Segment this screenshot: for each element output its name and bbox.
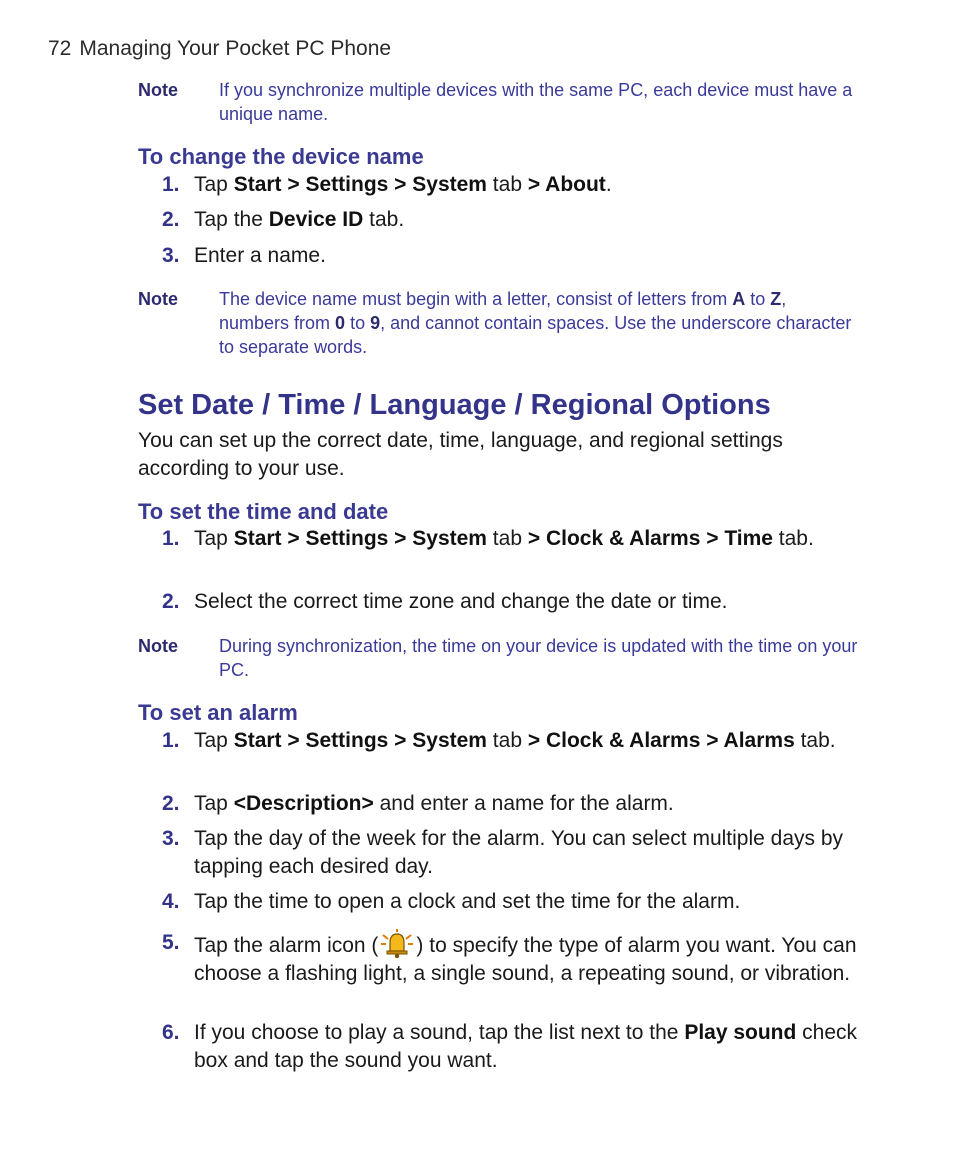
step-number: 5. bbox=[162, 931, 180, 954]
step-number: 3. bbox=[162, 244, 180, 267]
note-bold-part: 0 bbox=[335, 313, 346, 333]
note-text-part: , numbers from bbox=[219, 289, 787, 333]
step-item bbox=[162, 888, 862, 916]
step-number: 2. bbox=[162, 208, 180, 231]
step-item bbox=[162, 929, 862, 988]
step-text: Tap the day of the week for the alarm. You can select multiple days by tapping each desired day. bbox=[194, 827, 844, 878]
step-number: 1. bbox=[162, 527, 180, 550]
step-bold-part: Play sound bbox=[684, 1021, 797, 1044]
section-intro: You can set up the correct date, time, language, and regional settings according to your use. bbox=[138, 429, 783, 480]
step-text bbox=[194, 525, 862, 553]
note-text-part: , and cannot contain spaces. Use the underscore character to separate words. bbox=[219, 313, 852, 357]
step-text-part: check box and tap the sound you want. bbox=[194, 1021, 858, 1072]
step-number: 6. bbox=[162, 1021, 180, 1044]
step-item bbox=[162, 206, 862, 234]
step-bold-part: Start > Settings > System bbox=[233, 173, 487, 196]
step-text-part: and enter a name for the alarm. bbox=[373, 792, 674, 815]
step-bold-part: Start > Settings > System bbox=[233, 527, 487, 550]
step-number: 2. bbox=[162, 590, 180, 613]
step-text bbox=[194, 929, 862, 988]
step-text bbox=[194, 727, 862, 755]
step-text-part: tab bbox=[486, 173, 528, 196]
step-text-part: tab bbox=[486, 729, 528, 752]
step-item bbox=[162, 1019, 862, 1075]
step-item bbox=[162, 727, 862, 755]
step-text: Select the correct time zone and change the date or time. bbox=[194, 590, 728, 613]
note-device-name-rules bbox=[138, 287, 868, 359]
step-text bbox=[194, 171, 862, 199]
subheading-change-device-name: To change the device name bbox=[138, 144, 424, 169]
note-text: During synchronization, the time on your device is updated with the time on your PC. bbox=[219, 636, 858, 680]
step-item bbox=[162, 525, 862, 553]
step-text-part: tab. bbox=[772, 527, 814, 550]
step-text-part: Tap the bbox=[194, 208, 269, 231]
step-bold-part: > Clock & Alarms > Time bbox=[527, 527, 773, 550]
step-text-part: Tap bbox=[194, 792, 234, 815]
step-item bbox=[162, 242, 862, 270]
step-text-part: . bbox=[605, 173, 612, 196]
step-text-part: Tap bbox=[194, 173, 234, 196]
step-number: 1. bbox=[162, 729, 180, 752]
step-text-part: Tap bbox=[194, 729, 234, 752]
page-header bbox=[48, 37, 391, 61]
step-text-part: Tap the alarm icon ( bbox=[194, 934, 379, 957]
step-text-part: tab. bbox=[363, 208, 405, 231]
step-text-part: tab. bbox=[794, 729, 836, 752]
step-text-part: Tap bbox=[194, 527, 234, 550]
page-number: 72 bbox=[48, 37, 72, 60]
note-label: Note bbox=[138, 636, 178, 656]
step-text-part: If you choose to play a sound, tap the list next to the bbox=[194, 1021, 685, 1044]
note-text-part: to bbox=[345, 313, 371, 333]
subheading-time-date: To set the time and date bbox=[138, 499, 389, 524]
note-text bbox=[219, 287, 859, 359]
step-text bbox=[194, 206, 862, 234]
step-number: 1. bbox=[162, 173, 180, 196]
step-text: Tap the time to open a clock and set the time for the alarm. bbox=[194, 890, 741, 913]
step-bold-part: <Description> bbox=[233, 792, 374, 815]
note-bold-part: Z bbox=[770, 289, 782, 309]
note-sync-time bbox=[138, 634, 868, 682]
note-text-part: The device name must begin with a letter, consist of letters from bbox=[219, 289, 733, 309]
note-label: Note bbox=[138, 289, 178, 309]
note-unique-name bbox=[138, 78, 868, 126]
step-item bbox=[162, 171, 862, 199]
step-text: Enter a name. bbox=[194, 244, 326, 267]
note-bold-part: 9 bbox=[370, 313, 381, 333]
alarm-bell-icon bbox=[380, 929, 414, 959]
note-bold-part: A bbox=[732, 289, 746, 309]
note-text-part: to bbox=[745, 289, 771, 309]
step-item bbox=[162, 825, 862, 881]
step-item bbox=[162, 790, 862, 818]
step-bold-part: Start > Settings > System bbox=[233, 729, 487, 752]
step-text bbox=[194, 1019, 862, 1075]
step-number: 2. bbox=[162, 792, 180, 815]
step-number: 4. bbox=[162, 890, 180, 913]
step-text-part: tab bbox=[486, 527, 528, 550]
step-number: 3. bbox=[162, 827, 180, 850]
step-text-part: ) to specify the type of alarm you want. You can choose a flashing light, a single sound, a repeating sound, or vibration. bbox=[194, 934, 857, 985]
subheading-set-alarm: To set an alarm bbox=[138, 700, 298, 725]
note-label: Note bbox=[138, 80, 178, 100]
step-item bbox=[162, 588, 862, 616]
step-bold-part: > Clock & Alarms > Alarms bbox=[527, 729, 795, 752]
step-text bbox=[194, 790, 862, 818]
section-running-title: Managing Your Pocket PC Phone bbox=[79, 37, 392, 60]
note-text: If you synchronize multiple devices with the same PC, each device must have a unique name. bbox=[219, 80, 853, 124]
step-bold-part: Device ID bbox=[268, 208, 364, 231]
step-bold-part: > About bbox=[527, 173, 606, 196]
section-heading: Set Date / Time / Language / Regional Options bbox=[138, 389, 771, 421]
